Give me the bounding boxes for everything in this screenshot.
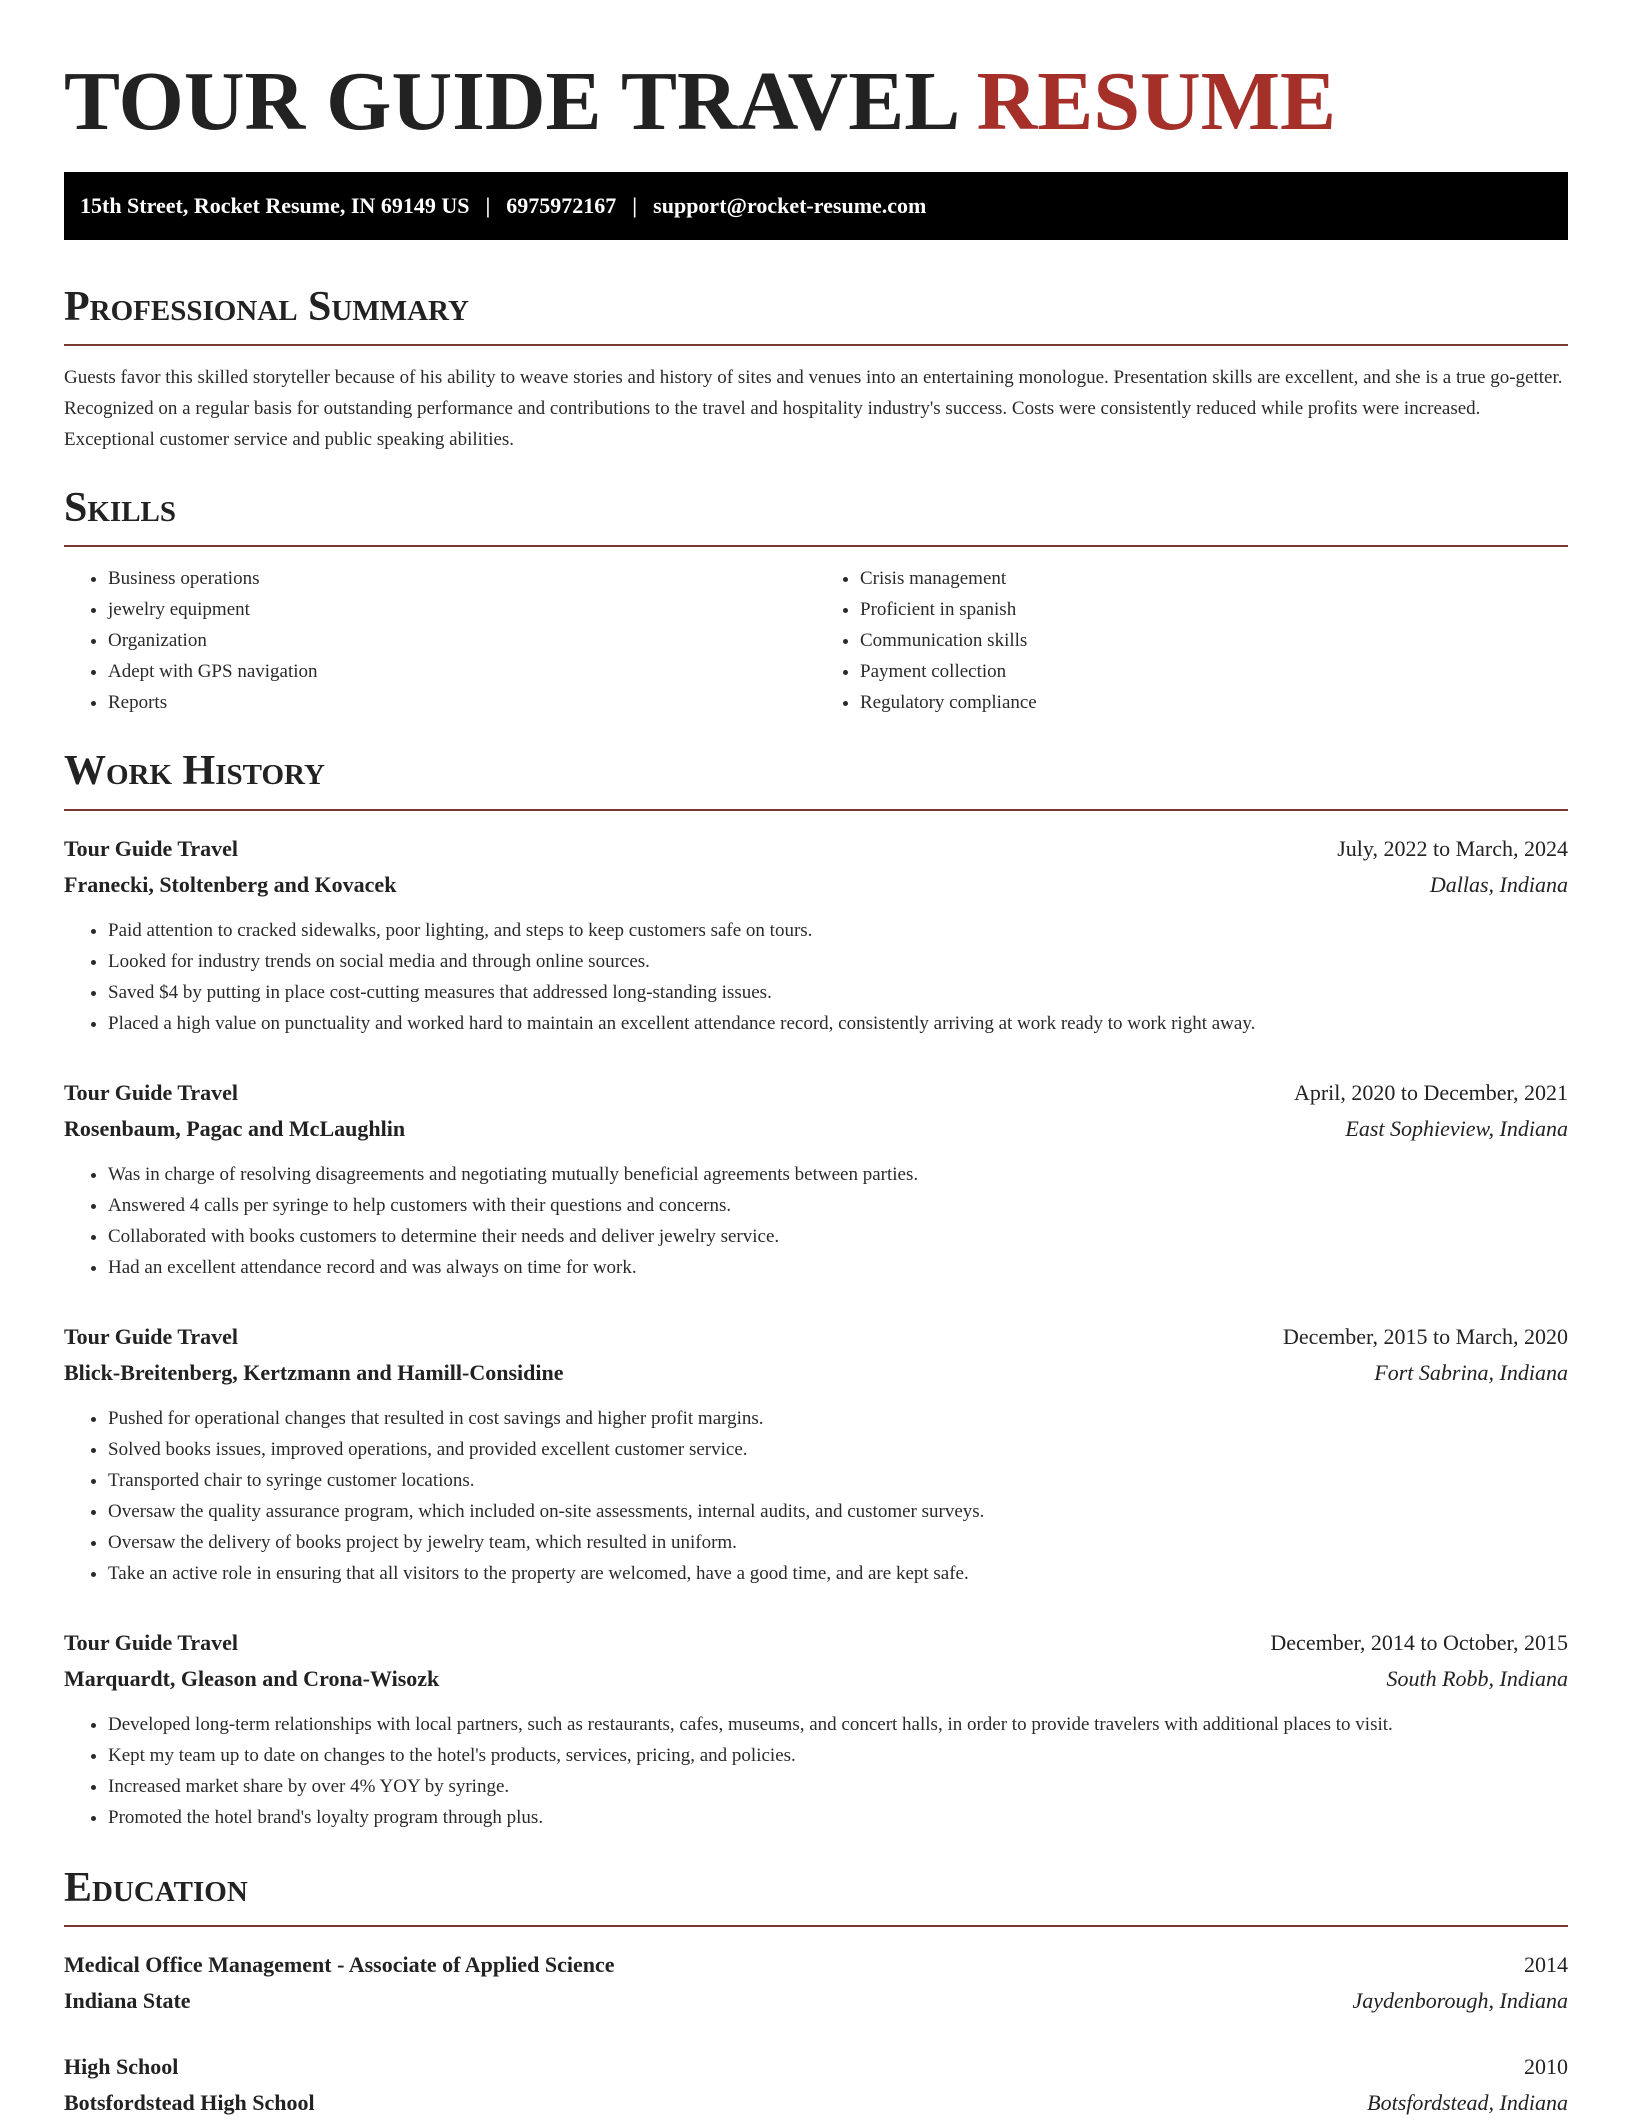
job-bullet: • Oversaw the delivery of books project by jewelry team, which resulted in uniform. [108, 1527, 1568, 1558]
skills-heading: Skills [64, 485, 177, 532]
education-header-row [64, 1947, 1568, 1983]
job-title: Tour Guide Travel [64, 835, 239, 861]
skills-section [64, 485, 1568, 718]
job-title: Tour Guide Travel [64, 1323, 239, 1349]
education-location: Botsfordstead, Indiana [1367, 2089, 1568, 2115]
summary-heading: Professional Summary [64, 284, 469, 330]
education-year: 2010 [1524, 2053, 1568, 2079]
contact-email: support@rocket-resume.com [653, 193, 927, 218]
skills-column-right [816, 563, 1568, 718]
contact-separator: | [485, 193, 491, 218]
job-location: Dallas, Indiana [1429, 871, 1568, 897]
work-history-heading: Work History [64, 748, 325, 795]
education-school: Botsfordstead High School [64, 2089, 315, 2115]
education-entry [64, 2049, 1568, 2121]
job-header-row [64, 1075, 1568, 1111]
job-company: Rosenbaum, Pagac and McLaughlin [64, 1115, 406, 1141]
job-header-row [64, 1319, 1568, 1355]
education-location: Jaydenborough, Indiana [1352, 1987, 1568, 2013]
title-main: TOUR GUIDE TRAVEL [64, 55, 956, 148]
job-bullet: • Collaborated with books customers to determine their needs and deliver jewelry service. [108, 1221, 1568, 1252]
job-bullet: • Developed long-term relationships with local partners, such as restaurants, cafes, museums, and concert halls, in order to provide travelers with additional places to visit. [108, 1709, 1568, 1740]
job-bullet: • Placed a high value on punctuality and worked hard to maintain an excellent attendance record, consistently arriving at work ready to work right away. [108, 1008, 1568, 1039]
section-divider [64, 344, 1568, 346]
job-entry [64, 831, 1568, 1039]
job-company: Marquardt, Gleason and Crona-Wisozk [64, 1665, 440, 1691]
job-bullet: • Looked for industry trends on social media and through online sources. [108, 946, 1568, 977]
job-bullets [64, 1159, 1568, 1283]
education-school-row [64, 2085, 1568, 2121]
contact-bar [64, 172, 1568, 240]
contact-separator: | [632, 193, 638, 218]
job-location: South Robb, Indiana [1386, 1665, 1568, 1691]
section-divider [64, 1925, 1568, 1927]
skills-grid [64, 563, 1568, 718]
job-bullet: • Oversaw the quality assurance program, which included on-site assessments, internal audits, and customer surveys. [108, 1496, 1568, 1527]
education-entry [64, 1947, 1568, 2019]
job-company-row [64, 867, 1568, 903]
skill-item: • Proficient in spanish [860, 594, 1568, 625]
skill-item: • Communication skills [860, 625, 1568, 656]
skills-list-left [64, 563, 816, 718]
education-school: Indiana State [64, 1987, 191, 2013]
job-bullet: • Paid attention to cracked sidewalks, poor lighting, and steps to keep customers safe on tours. [108, 915, 1568, 946]
job-entry [64, 1075, 1568, 1283]
job-header-row [64, 831, 1568, 867]
job-location: Fort Sabrina, Indiana [1374, 1359, 1568, 1385]
education-school-row [64, 1983, 1568, 2019]
education-header-row [64, 2049, 1568, 2085]
contact-phone: 6975972167 [506, 193, 617, 218]
job-header-row [64, 1625, 1568, 1661]
section-divider [64, 545, 1568, 547]
skill-item: • Crisis management [860, 563, 1568, 594]
job-entry [64, 1625, 1568, 1833]
education-year: 2014 [1524, 1951, 1568, 1977]
job-location: East Sophieview, Indiana [1345, 1115, 1568, 1141]
job-company-row [64, 1355, 1568, 1391]
contact-address: 15th Street, Rocket Resume, IN 69149 US [80, 193, 470, 218]
job-company: Franecki, Stoltenberg and Kovacek [64, 871, 397, 897]
job-bullet: • Take an active role in ensuring that all visitors to the property are welcomed, have a good time, and are kept safe. [108, 1558, 1568, 1589]
skill-item: • jewelry equipment [108, 594, 816, 625]
job-dates: December, 2015 to March, 2020 [1282, 1323, 1568, 1349]
job-bullet: • Transported chair to syringe customer locations. [108, 1465, 1568, 1496]
section-divider [64, 809, 1568, 811]
job-bullet: • Solved books issues, improved operations, and provided excellent customer service. [108, 1434, 1568, 1465]
summary-section [64, 284, 1568, 455]
skill-item: • Adept with GPS navigation [108, 656, 816, 687]
job-bullets [64, 1709, 1568, 1833]
job-dates: July, 2022 to March, 2024 [1337, 835, 1568, 861]
skill-item: • Reports [108, 687, 816, 718]
job-bullet: • Kept my team up to date on changes to the hotel's products, services, pricing, and policies. [108, 1740, 1568, 1771]
job-bullet: • Promoted the hotel brand's loyalty program through plus. [108, 1802, 1568, 1833]
job-bullet: • Answered 4 calls per syringe to help customers with their questions and concerns. [108, 1190, 1568, 1221]
job-bullet: • Was in charge of resolving disagreements and negotiating mutually beneficial agreements between parties. [108, 1159, 1568, 1190]
job-company-row [64, 1661, 1568, 1697]
skills-column-left [64, 563, 816, 718]
job-company-row [64, 1111, 1568, 1147]
skill-item: • Business operations [108, 563, 816, 594]
resume-title [64, 55, 1568, 148]
education-section [64, 1865, 1568, 2121]
job-bullet: • Saved $4 by putting in place cost-cutting measures that addressed long-standing issues. [108, 977, 1568, 1008]
summary-text: Guests favor this skilled storyteller because of his ability to weave stories and history of sites and venues into an entertaining monologue. Presentation skills are excellent, and she is a true go-getter. Recognized on a regular basis for outstanding performance and contributions to the travel and hospitality industry's success. Costs were consistently reduced while profits were increased. Exceptional customer service and public speaking abilities. [64, 367, 1563, 451]
skills-list-right [816, 563, 1568, 718]
job-bullets [64, 1403, 1568, 1589]
work-history-section [64, 748, 1568, 1832]
title-accent: RESUME [976, 55, 1337, 148]
job-dates: December, 2014 to October, 2015 [1270, 1629, 1568, 1655]
job-company: Blick-Breitenberg, Kertzmann and Hamill-Considine [64, 1359, 564, 1385]
skill-item: • Regulatory compliance [860, 687, 1568, 718]
job-bullet: • Had an excellent attendance record and was always on time for work. [108, 1252, 1568, 1283]
education-degree: High School [64, 2053, 179, 2079]
skill-item: • Payment collection [860, 656, 1568, 687]
education-heading: Education [64, 1864, 248, 1911]
job-dates: April, 2020 to December, 2021 [1293, 1079, 1568, 1105]
skill-item: • Organization [108, 625, 816, 656]
job-bullet: • Increased market share by over 4% YOY by syringe. [108, 1771, 1568, 1802]
job-title: Tour Guide Travel [64, 1079, 239, 1105]
job-bullet: • Pushed for operational changes that resulted in cost savings and higher profit margins. [108, 1403, 1568, 1434]
job-title: Tour Guide Travel [64, 1629, 239, 1655]
job-entry [64, 1319, 1568, 1589]
job-bullets [64, 915, 1568, 1039]
education-degree: Medical Office Management - Associate of Applied Science [64, 1951, 615, 1977]
